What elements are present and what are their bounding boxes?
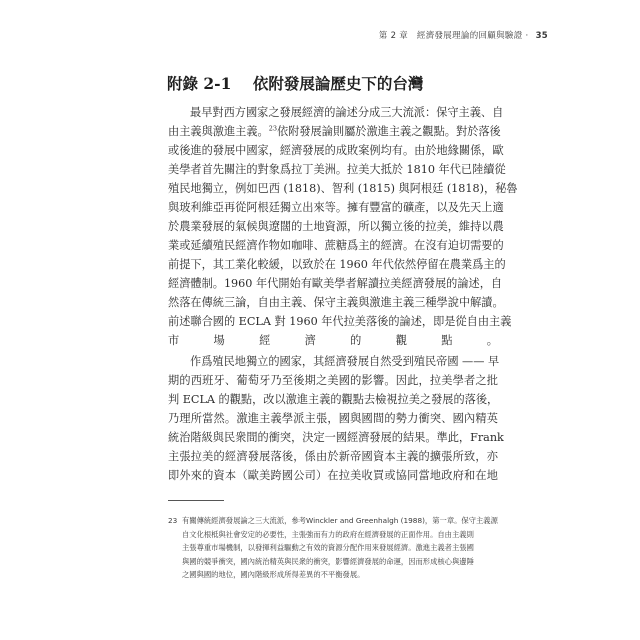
page-number: 35 — [535, 31, 548, 41]
appendix-heading — [167, 72, 423, 94]
text-line: 統治階級與民衆間的衝突，決定一國經濟發展的結果。準此，Frank — [168, 431, 504, 444]
text-line: 經濟體制。1960 年代開始有歐美學者解讀拉美經濟發展的論述，自 — [168, 277, 503, 290]
text-line: 美學者首先關注的對象爲拉丁美洲。拉美大抵於 1810 年代已陸續從 — [168, 163, 506, 176]
running-head — [379, 29, 548, 41]
footnote-ref: 23 — [268, 124, 277, 133]
text-line — [168, 122, 501, 141]
text-line: 前述聯合國的 ECLA 對 1960 年代拉美落後的論述，即是從自由主義 — [168, 315, 512, 328]
footnote-number: 23 — [168, 516, 178, 525]
text-line: 與玻利維亞再從阿根廷獨立出來等。擁有豐富的礦產，以及先天上適 — [168, 201, 504, 214]
text-line: 業或延續殖民經濟作物如咖啡、蔗糖爲主的經濟。在沒有迫切需要的 — [168, 239, 504, 252]
footnote — [168, 514, 500, 582]
appendix-label: 附錄 2-1 — [167, 74, 232, 93]
body-paragraph-1 — [168, 103, 518, 369]
text-line: 殖民地獨立，例如巴西 (1818)、智利 (1815) 與阿根廷 (1818)，秘魯 — [168, 182, 518, 195]
text-fragment: 依附發展論則屬於激進主義之觀點。對於落後 — [276, 125, 501, 138]
footnote-line: 之國與國的地位，國內階級形成所得差異的不平衡發展。 — [182, 570, 365, 579]
text-line: 或後進的發展中國家，經濟發展的成敗案例均有。由於地緣關係，歐 — [168, 144, 504, 157]
text-line: 即外來的資本（歐美跨國公司）在拉美收買或協同當地政府和在地 — [168, 469, 498, 482]
text-line: 判 ECLA 的觀點，改以激進主義的觀點去檢視拉美之發展的落後， — [168, 393, 499, 406]
footnote-line: 有關傳統經濟發展論之三大流派，參考Winckler and Greenhalgh (1988)，第一章。保守主義源 — [182, 516, 498, 525]
text-line: 於農業發展的氣候與遼闊的土地資源，所以獨立後的拉美，維持以農 — [168, 220, 504, 233]
text-line: 前提下，其工業化較緩，以致於在 1960 年代依然停留在農業爲主的 — [168, 258, 506, 271]
footnote-line: 與國的競爭衝突，國內統治精英與民衆的衝突，影響經濟發展的命運，因而形成核心與邊陲 — [182, 556, 474, 566]
footnote-divider — [168, 500, 224, 501]
text-line: 然落在傳統三論，自由主義、保守主義與激進主義三種學說中解讀。 — [168, 296, 504, 309]
footnote-line: 自文化根柢與社會安定的必要性，主張強而有力的政府在經濟發展的正面作用。自由主義則 — [182, 529, 474, 539]
text-line: 最早對西方國家之發展經濟的論述分成三大流派：保守主義、自 — [190, 106, 504, 119]
text-line: 期的西班牙、葡萄牙乃至後期之美國的影響。因此，拉美學者之批 — [168, 374, 498, 387]
separator: · — [525, 31, 529, 41]
chapter-title: 第 2 章 經濟發展理論的回顧與驗證 — [378, 31, 523, 41]
text-line: 市場經濟的觀點。 — [168, 334, 498, 347]
text-line: 作爲殖民地獨立的國家，其經濟發展自然受到殖民帝國 —— 早 — [190, 355, 500, 368]
text-line: 主張拉美的經濟發展落後，係由於新帝國資本主義的擴張所致，亦 — [168, 450, 498, 463]
body-paragraph-2 — [168, 352, 504, 485]
footnote-line: 主張尊重市場機制，以發揮利益驅動之有效的資源分配作用來發展經濟。激進主義者主張國 — [182, 543, 474, 552]
text-line: 乃理所當然。激進主義學派主張，國與國間的勢力衝突、國內精英 — [168, 412, 498, 425]
text-fragment: 由主義與激進主義。 — [168, 125, 269, 138]
appendix-title: 依附發展論歷史下的台灣 — [252, 74, 424, 93]
